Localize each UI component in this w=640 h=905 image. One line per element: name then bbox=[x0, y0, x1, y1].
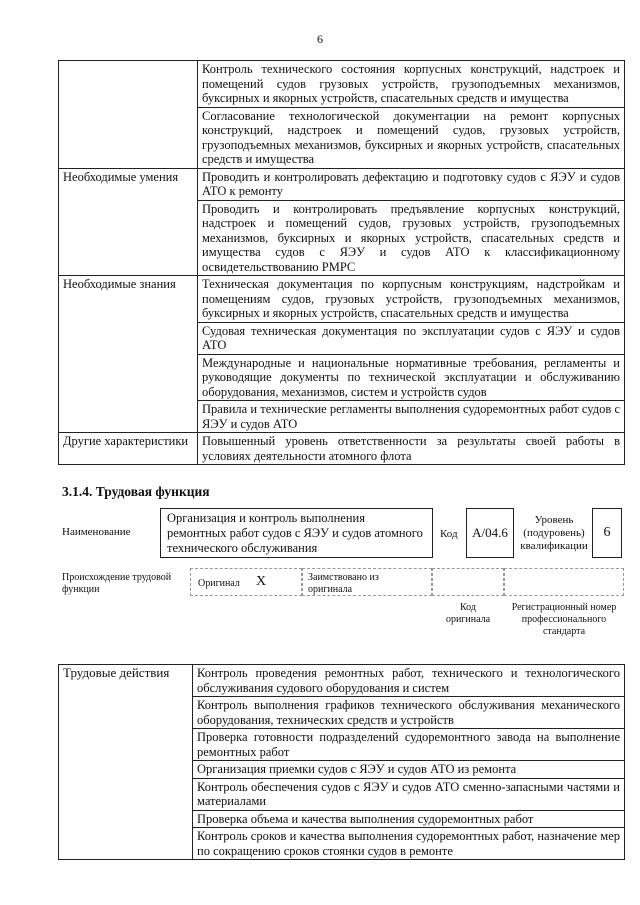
borrowed-label: Заимствовано из оригинала bbox=[308, 572, 379, 595]
table-row bbox=[59, 168, 625, 276]
code-label: Код bbox=[440, 528, 458, 540]
original-code-caption: Код оригинала bbox=[445, 602, 491, 625]
qualification-level-box: 6 bbox=[592, 508, 622, 558]
row-label: Необходимые умения bbox=[59, 168, 198, 276]
list-item: Проверка готовности подразделений судоремонтного завода на выполнение ремонтных работ bbox=[193, 729, 624, 761]
row-label: Необходимые знания bbox=[59, 276, 198, 433]
row-content bbox=[198, 61, 625, 169]
list-item: Международные и национальные нормативные требования, регламенты и руководящие документы по технической эксплуатации и обслуживанию оборудования, механизмов, систем и устройств судов bbox=[198, 355, 624, 402]
original-code-cell bbox=[432, 568, 504, 596]
list-item: Контроль обеспечения судов с ЯЭУ и судов АТО сменно-запасными частями и материалами bbox=[193, 779, 624, 811]
list-item: Контроль сроков и качества выполнения судоремонтных работ, назначение мер по сокращению сроков стоянки судов в ремонте bbox=[197, 829, 620, 858]
list-item: Проверка объема и качества выполнения судоремонтных работ bbox=[193, 811, 624, 829]
origin-label: Происхождение трудовой функции bbox=[62, 572, 172, 595]
requirements-table bbox=[58, 60, 625, 465]
list-item: Организация приемки судов с ЯЭУ и судов АТО из ремонта bbox=[193, 761, 624, 779]
name-label: Наименование bbox=[62, 526, 131, 538]
row-content bbox=[198, 168, 625, 276]
section-heading: 3.1.4. Трудовая функция bbox=[62, 484, 210, 499]
list-item: Контроль выполнения графиков технического обслуживания механического оборудования, технических средств и устройств bbox=[193, 697, 624, 729]
function-name-box: Организация и контроль выполнения ремонтных работ судов с ЯЭУ и судов атомного технического обслуживания bbox=[160, 508, 433, 558]
table-row bbox=[59, 61, 625, 169]
labor-actions-table bbox=[58, 664, 625, 860]
list-item: Контроль проведения ремонтных работ, технического и технологического обслуживания судового оборудования и систем bbox=[193, 665, 624, 697]
row-content bbox=[198, 276, 625, 433]
list-item: Техническая документация по корпусным конструкциям, надстройкам и помещениям судов, грузовых устройств, грузоподъемных механизмов, буксирных и якорных устройств, спасательных средств и имущества bbox=[198, 276, 624, 323]
row-label: Другие характеристики bbox=[59, 433, 198, 465]
row-label bbox=[59, 61, 198, 169]
list-item: Проводить и контролировать дефектацию и подготовку судов с ЯЭУ и судов АТО к ремонту bbox=[198, 169, 624, 201]
registration-caption: Регистрационный номер профессионального стандарта bbox=[511, 602, 617, 637]
function-code-box: А/04.6 bbox=[466, 508, 514, 558]
level-label: Уровень (подуровень) квалификации bbox=[520, 514, 588, 552]
table-row bbox=[59, 276, 625, 433]
registration-cell bbox=[504, 568, 624, 596]
list-item: Контроль технического состояния корпусных конструкций, надстроек и помещений судов грузовых устройств, грузоподъемных механизмов, буксирных и якорных устройств, спасательных средств и имущества bbox=[198, 61, 624, 108]
table-row bbox=[59, 665, 625, 860]
list-item: Правила и технические регламенты выполнения судоремонтных работ судов с ЯЭУ и судов АТО bbox=[202, 402, 620, 431]
row-content bbox=[198, 433, 625, 465]
original-mark: X bbox=[256, 574, 267, 589]
list-item: Судовая техническая документация по эксплуатации судов с ЯЭУ и судов АТО bbox=[198, 323, 624, 355]
row-label: Трудовые действия bbox=[59, 665, 193, 860]
original-label: Оригинал bbox=[198, 578, 240, 589]
table-row bbox=[59, 433, 625, 465]
list-item: Проводить и контролировать предъявление корпусных конструкций, надстроек и помещений судов, грузовых устройств, грузоподъемных механизмов, буксирных и якорных устройств, спасательных средств и имущества судов с ЯЭУ и судов АТО к классификационному освидетельствованию РМРС bbox=[202, 201, 620, 274]
list-item: Повышенный уровень ответственности за результаты своей работы в условиях деятельности атомного флота bbox=[202, 434, 620, 463]
page-number: 6 bbox=[317, 32, 323, 46]
list-item: Согласование технологической документации на ремонт корпусных конструкций, надстроек и помещений судов, грузовых устройств, грузоподъемных механизмов, буксирных и якорных устройств, спасательных средств и имущества bbox=[202, 108, 620, 166]
row-content bbox=[193, 665, 625, 860]
